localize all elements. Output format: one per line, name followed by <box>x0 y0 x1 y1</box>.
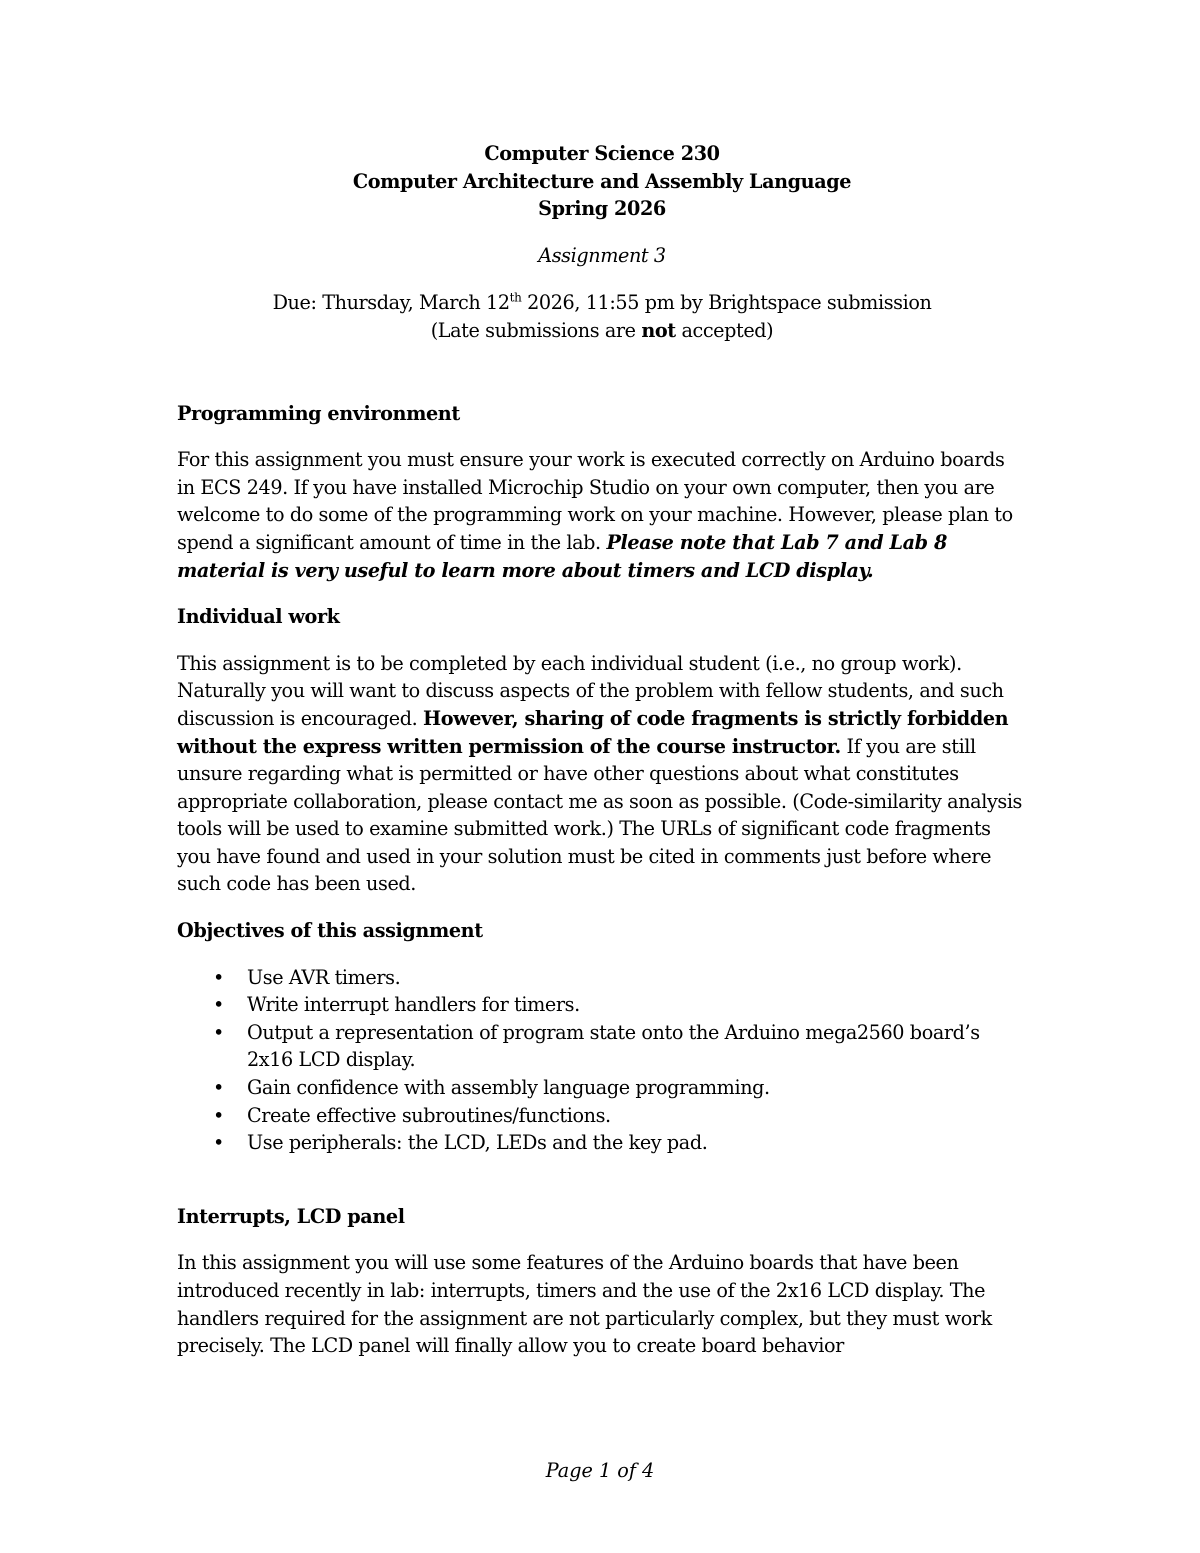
objectives-heading: Objectives of this assignment <box>177 919 483 943</box>
bullet-icon: • <box>213 993 224 1017</box>
due-prefix: Due: Thursday, March 12 <box>272 291 510 315</box>
individual-body-text-1: This assignment is to be completed by each individual student (i.e., no group work). Naturally you will want to discuss aspects of the problem with fellow students, and such discussion is encouraged. <box>177 651 1004 730</box>
page-number: Page 1 of 4 <box>545 1459 655 1482</box>
interrupts-body: In this assignment you will use some features of the Arduino boards that have been introduced recently in lab: interrupts, timers and the use of the 2x16 LCD display. The handlers required for the assignment are not particularly complex, but they must work precisely. The LCD panel will finally allow you to create board behavior <box>177 1251 992 1358</box>
bullet-icon: • <box>213 1020 224 1044</box>
individual-body-bold: However, sharing of code fragments is strictly forbidden without the express written permission of the course instructor. <box>177 706 1009 758</box>
course-number: Computer Science 230 <box>484 142 720 165</box>
programming-body-text: For this assignment you must ensure your work is executed correctly on Arduino boards in ECS 249. If you have installed Microchip Studio on your own computer, then you are welcome to do some of the programming work on your machine. However, please plan to spend a significant amount of time in the lab. <box>177 448 1013 554</box>
list-item: • Create effective subroutines/functions. <box>177 1102 1027 1130</box>
programming-body-emphasis: Please note that Lab 7 and Lab 8 material is very useful to learn more about timers and LCD display. <box>177 530 947 582</box>
programming-body <box>177 446 1027 584</box>
individual-body <box>177 650 1027 898</box>
list-item: • Use AVR timers. <box>177 964 1027 992</box>
programming-heading: Programming environment <box>177 401 460 425</box>
bullet-icon: • <box>213 1131 224 1155</box>
course-term: Spring 2026 <box>538 197 666 221</box>
bullet-icon: • <box>213 1076 224 1100</box>
list-item: • Gain confidence with assembly language programming. <box>177 1074 1027 1102</box>
bullet-icon: • <box>213 965 224 989</box>
page-content <box>177 140 1027 1360</box>
assignment-title: Assignment 3 <box>538 243 666 267</box>
interrupts-heading: Interrupts, LCD panel <box>177 1204 405 1228</box>
late-policy <box>177 317 1027 345</box>
bullet-icon: • <box>213 1103 224 1127</box>
list-item: • Output a representation of program state onto the Arduino mega2560 board’s 2x16 LCD display. <box>213 1020 980 1072</box>
late-suffix: accepted) <box>675 318 774 342</box>
list-item: • Write interrupt handlers for timers. <box>177 991 1027 1019</box>
individual-body-text-2: If you are still unsure regarding what is permitted or have other questions about what constitutes appropriate collaboration, please contact me as soon as possible. (Code-similarity analysis tools will be used to examine submitted work.) The URLs of significant code fragments you have found and used in your solution must be cited in comments just before where such code has been used. <box>177 734 1023 896</box>
due-suffix: 2026, 11:55 pm by Brightspace submission <box>521 291 932 315</box>
objectives-list <box>177 964 1027 1157</box>
late-prefix: (Late submissions are <box>430 318 642 342</box>
list-item: • Use peripherals: the LCD, LEDs and the key pad. <box>177 1129 1027 1157</box>
late-bold: not <box>641 318 676 342</box>
individual-heading: Individual work <box>177 605 340 629</box>
due-date <box>177 289 1027 317</box>
due-superscript: th <box>509 290 522 305</box>
course-title: Computer Architecture and Assembly Language <box>352 169 852 193</box>
